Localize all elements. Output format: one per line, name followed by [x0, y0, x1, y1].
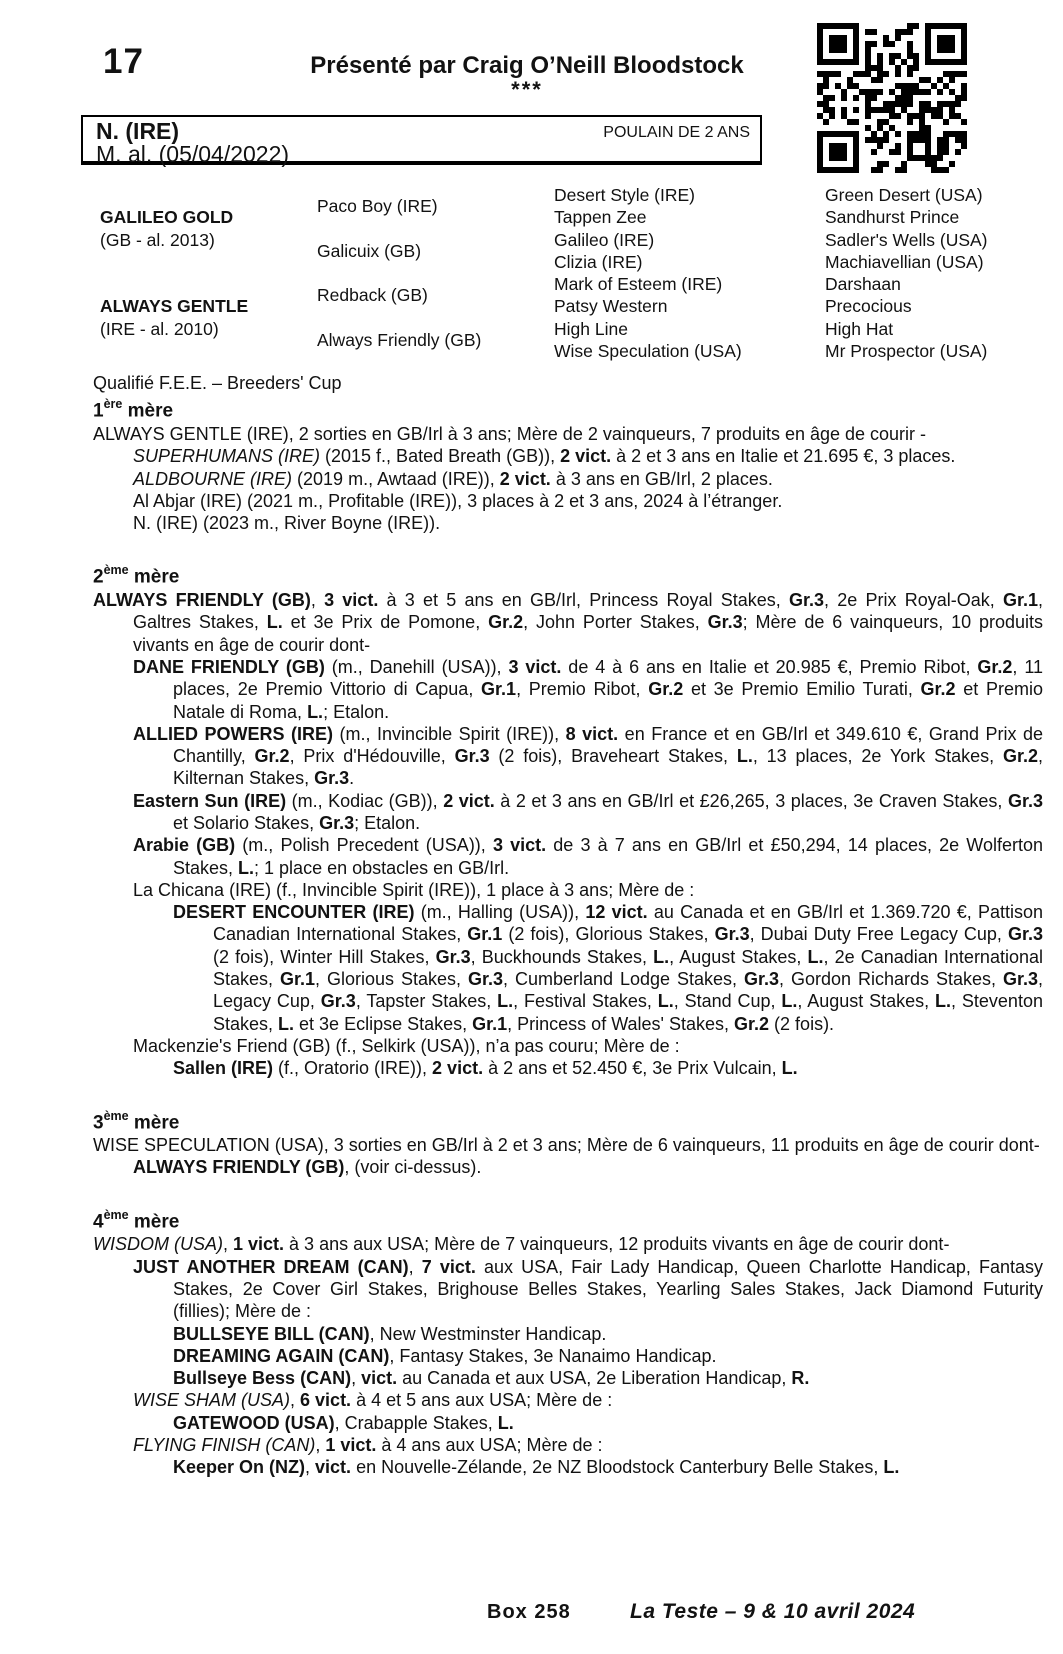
pedigree-great-grandparent: Mark of Esteem (IRE): [554, 274, 723, 295]
pedigree-sire: [100, 184, 317, 273]
catalog-paragraph: SUPERHUMANS (IRE) (2015 f., Bated Breath (GB)), 2 vict. à 2 et 3 ans en Italie et 21.695 €, 3 places.: [133, 446, 956, 467]
pedigree-great-grandparent: Galileo (IRE): [554, 229, 655, 250]
catalog-paragraph: N. (IRE) (2023 m., River Boyne (IRE)).: [133, 513, 441, 534]
catalog-paragraph: DREAMING AGAIN (CAN), Fantasy Stakes, 3e Nanaimo Handicap.: [173, 1345, 717, 1366]
generation-heading: 4ème mère: [93, 1207, 180, 1233]
pedigree-dam: [100, 273, 317, 362]
pedigree-gg-sire: Sadler's Wells (USA): [825, 229, 988, 250]
catalog-paragraph: Arabie (GB) (m., Polish Precedent (USA)), 3 vict. de 3 à 7 ans en GB/Irl et £50,294, 14 places, 2e Wolferton Stakes, L.; 1 place en obstacles en GB/Irl.: [133, 835, 1043, 878]
presenter-line: Présenté par Craig O’Neill Bloodstock: [310, 52, 744, 79]
pedigree-horse-name: ALWAYS GENTLE: [100, 296, 249, 317]
pedigree-great-grandparent: Tappen Zee: [554, 207, 647, 228]
pedigree-gg-sire: Precocious: [825, 296, 912, 317]
generation-heading: 1ère mère: [93, 397, 174, 422]
horse-birth-info: M. al. (05/04/2022): [96, 141, 290, 167]
catalog-paragraph: ALWAYS FRIENDLY (GB), 3 vict. à 3 et 5 ans en GB/Irl, Princess Royal Stakes, Gr.3, 2e Prix Royal-Oak, Gr.1, Galtres Stakes, L. et 3e Prix de Pomone, Gr.2, John Porter Stakes, Gr.3; Mère de 6 vainqueurs, 10 produits vivants en âge de courir dont-: [93, 590, 1043, 655]
pedigree-gg-sire: High Hat: [825, 318, 894, 339]
catalog-paragraph: ALWAYS FRIENDLY (GB), (voir ci-dessus).: [133, 1157, 482, 1178]
catalog-paragraph: La Chicana (IRE) (f., Invincible Spirit (IRE)), 1 place à 3 ans; Mère de :: [133, 879, 695, 900]
pedigree-grandparent: Always Friendly (GB): [317, 329, 482, 350]
catalog-paragraph: Keeper On (NZ), vict. en Nouvelle-Zélande, 2e NZ Bloodstock Canterbury Belle Stakes, L.: [173, 1457, 900, 1478]
catalog-paragraph: GATEWOOD (USA), Crabapple Stakes, L.: [173, 1412, 514, 1433]
box-number: Box 258: [487, 1601, 571, 1623]
pedigree-horse-name: GALILEO GOLD: [100, 207, 234, 228]
catalog-paragraph: DANE FRIENDLY (GB) (m., Danehill (USA)), 3 vict. de 4 à 6 ans en Italie et 20.985 €, Premio Ribot, Gr.2, 11 places, 2e Premio Vittorio di Capua, Gr.1, Premio Ribot, Gr.2 et 3e Premio Emilio Turati, Gr.2 et Premio Natale di Roma, L.; Etalon.: [133, 656, 1044, 722]
qualification-line: Qualifié F.E.E. – Breeders' Cup: [93, 373, 342, 393]
generation-heading: 2ème mère: [93, 563, 180, 588]
category-label: POULAIN DE 2 ANS: [603, 124, 750, 141]
pedigree-great-grandparent: Desert Style (IRE): [554, 185, 695, 205]
catalog-paragraph: WISDOM (USA), 1 vict. à 3 ans aux USA; Mère de 7 vainqueurs, 12 produits vivants en âge de courir dont-: [93, 1234, 950, 1255]
pedigree-grandparent: Galicuix (GB): [317, 240, 422, 261]
catalog-paragraph: BULLSEYE BILL (CAN), New Westminster Handicap.: [173, 1323, 607, 1344]
catalog-paragraph: ALDBOURNE (IRE) (2019 m., Awtaad (IRE)), 2 vict. à 3 ans en GB/Irl, 2 places.: [133, 468, 773, 489]
catalog-paragraph: DESERT ENCOUNTER (IRE) (m., Halling (USA)), 12 vict. au Canada et en GB/Irl et 1.369.720 €, Pattison Canadian International Stakes, Gr.1 (2 fois), Glorious Stakes, Gr.3, Dubai Duty Free Legacy Cup, Gr.3 (2 fois), Winter Hill Stakes, Gr.3, Buckhounds Stakes, L., August Stakes, L., 2e Canadian International Stakes, Gr.1, Glorious Stakes, Gr.3, Cumberland Lodge Stakes, Gr.3, Gordon Richards Stakes, Gr.3, Legacy Cup, Gr.3, Tapster Stakes, L., Festival Stakes, L., Stand Cup, L., August Stakes, L., Steventon Stakes, L. et 3e Eclipse Stakes, Gr.1, Princess of Wales' Stakes, Gr.2 (2 fois).: [173, 902, 1043, 1034]
catalog-paragraph: WISE SHAM (USA), 6 vict. à 4 et 5 ans aux USA; Mère de :: [133, 1390, 613, 1411]
catalog-paragraph: Bullseye Bess (CAN), vict. au Canada et aux USA, 2e Liberation Handicap, R.: [173, 1368, 810, 1389]
pedigree-gg-sire: Green Desert (USA): [825, 185, 983, 205]
pedigree-gg-sire: Mr Prospector (USA): [825, 341, 988, 362]
qr-code: [817, 23, 967, 173]
catalog-paragraph: Eastern Sun (IRE) (m., Kodiac (GB)), 2 vict. à 2 et 3 ans en GB/Irl et £26,265, 3 places, 3e Craven Stakes, Gr.3 et Solario Stakes, Gr.3; Etalon.: [133, 790, 1043, 833]
catalog-paragraph: Al Abjar (IRE) (2021 m., Profitable (IRE)), 3 places à 2 et 3 ans, 2024 à l’étranger.: [133, 490, 783, 511]
pedigree-grandparent: Redback (GB): [317, 285, 428, 306]
pedigree-gg-sire: Darshaan: [825, 274, 901, 295]
pedigree-great-grandparent: Patsy Western: [554, 296, 668, 317]
pedigree-horse-origin: (GB - al. 2013): [100, 229, 215, 250]
catalog-paragraph: FLYING FINISH (CAN), 1 vict. à 4 ans aux USA; Mère de :: [133, 1435, 603, 1456]
pedigree-great-grandparent: Wise Speculation (USA): [554, 341, 742, 362]
catalog-paragraph: JUST ANOTHER DREAM (CAN), 7 vict. aux USA, Fair Lady Handicap, Queen Charlotte Handicap, Fantasy Stakes, 2e Cover Girl Stakes, Brighouse Belles Stakes, Yearling Sales Stakes, Jack Diamond Futurity (fillies); Mère de :: [133, 1256, 1044, 1322]
pedigree-great-grandparent: Clizia (IRE): [554, 251, 643, 272]
pedigree-great-grandparent: High Line: [554, 318, 628, 339]
pedigree-grandparent: Paco Boy (IRE): [317, 196, 438, 217]
pedigree-horse-origin: (IRE - al. 2010): [100, 318, 219, 339]
pedigree-table: [100, 184, 1000, 362]
pedigree-gg-sire: Sandhurst Prince: [825, 207, 960, 228]
lot-number: 17: [103, 42, 144, 81]
catalog-paragraph: WISE SPECULATION (USA), 3 sorties en GB/Irl à 2 et 3 ans; Mère de 6 vainqueurs, 11 produits en âge de courir dont-: [93, 1135, 1040, 1156]
catalog-paragraph: Sallen (IRE) (f., Oratorio (IRE)), 2 vict. à 2 ans et 52.450 €, 3e Prix Vulcain, L.: [173, 1058, 798, 1079]
generation-heading: 3ème mère: [93, 1108, 180, 1133]
horse-name: N. (IRE): [96, 118, 180, 144]
stars-separator: ***: [511, 77, 543, 102]
sale-date: La Teste – 9 & 10 avril 2024: [630, 1600, 916, 1623]
pedigree-gg-sire: Machiavellian (USA): [825, 251, 984, 272]
pedigree-text: [93, 372, 1043, 1479]
catalog-paragraph: ALWAYS GENTLE (IRE), 2 sorties en GB/Irl à 3 ans; Mère de 2 vainqueurs, 7 produits en âge de courir -: [93, 423, 927, 444]
horse-name-box: [81, 115, 762, 165]
catalog-paragraph: Mackenzie's Friend (GB) (f., Selkirk (USA)), n’a pas couru; Mère de :: [133, 1035, 680, 1056]
catalog-paragraph: ALLIED POWERS (IRE) (m., Invincible Spirit (IRE)), 8 vict. en France et en GB/Irl et 349.610 €, Grand Prix de Chantilly, Gr.2, Prix d'Hédouville, Gr.3 (2 fois), Braveheart Stakes, L., 13 places, 2e York Stakes, Gr.2, Kilternan Stakes, Gr.3.: [133, 723, 1044, 789]
